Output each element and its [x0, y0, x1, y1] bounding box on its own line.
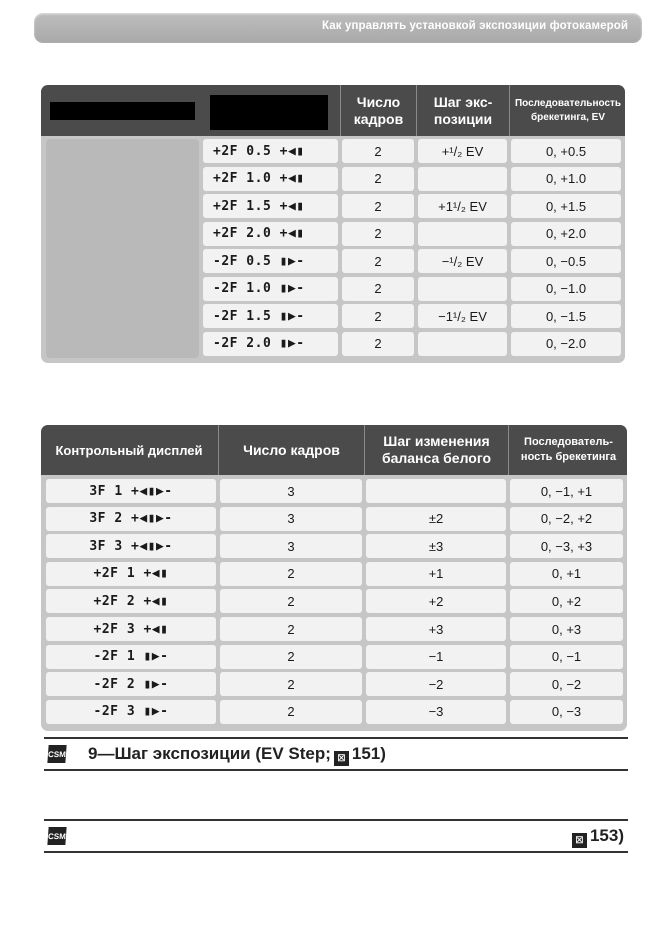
- blank-panel: [46, 139, 199, 358]
- step-cell: −3: [366, 700, 506, 724]
- redacted-block: [210, 95, 328, 130]
- frames-cell: 2: [220, 645, 362, 669]
- step-cell: [418, 167, 507, 191]
- sequence-cell: 0, −1: [510, 645, 623, 669]
- frames-cell: 2: [342, 222, 414, 246]
- header-frames: Число кадров: [218, 425, 364, 475]
- display-cell: -2F 2.0 ▮▶-: [203, 332, 338, 356]
- header-sequence: Последовательность брекетинга, EV: [509, 85, 625, 136]
- display-cell: +2F 1.0 +◀▮: [203, 167, 338, 191]
- white-balance-bracketing-table: [41, 425, 627, 731]
- frames-cell: 2: [342, 249, 414, 273]
- table-header: [41, 425, 627, 475]
- redacted-block: [50, 102, 195, 120]
- display-cell: 3F 3 +◀▮▶-: [46, 534, 216, 558]
- display-cell: 3F 2 +◀▮▶-: [46, 507, 216, 531]
- frames-cell: 2: [220, 700, 362, 724]
- table-header: [41, 85, 625, 136]
- step-cell: [418, 332, 507, 356]
- step-cell: +¹/₂ EV: [418, 139, 507, 163]
- sequence-cell: 0, +1.5: [511, 194, 621, 218]
- section-title-text: 9—Шаг экспозиции (EV Step;: [88, 744, 331, 763]
- sequence-cell: 0, −1.0: [511, 277, 621, 301]
- step-cell: −1: [366, 645, 506, 669]
- display-cell: +2F 1.5 +◀▮: [203, 194, 338, 218]
- header-sequence: Последователь- ность брекетинга: [508, 425, 627, 475]
- sequence-cell: 0, +2.0: [511, 222, 621, 246]
- step-cell: −2: [366, 672, 506, 696]
- header-display: Контрольный дисплей: [55, 442, 203, 458]
- sequence-cell: 0, +2: [510, 589, 623, 613]
- page-ref-icon: ☒: [572, 833, 587, 848]
- frames-cell: 2: [342, 277, 414, 301]
- display-cell: +2F 2 +◀▮: [46, 589, 216, 613]
- step-cell: −1¹/₂ EV: [418, 304, 507, 328]
- bracketing-ev-table: [41, 85, 625, 363]
- display-cell: -2F 1 ▮▶-: [46, 645, 216, 669]
- section-ev-step: [44, 737, 628, 771]
- header-frames: Число кадров: [340, 85, 416, 136]
- sequence-cell: 0, −1, +1: [510, 479, 623, 503]
- csm-icon: CSM: [47, 745, 66, 763]
- display-cell: +2F 0.5 +◀▮: [203, 139, 338, 163]
- frames-cell: 2: [220, 562, 362, 586]
- page-ref-number: 151): [351, 744, 386, 763]
- display-cell: -2F 1.0 ▮▶-: [203, 277, 338, 301]
- sequence-cell: 0, −0.5: [511, 249, 621, 273]
- display-cell: -2F 3 ▮▶-: [46, 700, 216, 724]
- display-cell: +2F 1 +◀▮: [46, 562, 216, 586]
- step-cell: +3: [366, 617, 506, 641]
- frames-cell: 2: [220, 672, 362, 696]
- frames-cell: 3: [220, 534, 362, 558]
- sequence-cell: 0, +1: [510, 562, 623, 586]
- frames-cell: 2: [342, 332, 414, 356]
- section-next: [44, 819, 628, 853]
- step-cell: [418, 277, 507, 301]
- frames-cell: 3: [220, 507, 362, 531]
- step-cell: [418, 222, 507, 246]
- sequence-cell: 0, −2.0: [511, 332, 621, 356]
- step-cell: ±2: [366, 507, 506, 531]
- display-cell: -2F 2 ▮▶-: [46, 672, 216, 696]
- step-cell: +1: [366, 562, 506, 586]
- step-cell: −¹/₂ EV: [418, 249, 507, 273]
- sequence-cell: 0, −3, +3: [510, 534, 623, 558]
- page-header-bar: [34, 13, 642, 43]
- frames-cell: 2: [342, 139, 414, 163]
- display-cell: -2F 1.5 ▮▶-: [203, 304, 338, 328]
- display-cell: -2F 0.5 ▮▶-: [203, 249, 338, 273]
- frames-cell: 2: [220, 589, 362, 613]
- sequence-cell: 0, −2: [510, 672, 623, 696]
- page-ref: [569, 826, 624, 848]
- frames-cell: 3: [220, 479, 362, 503]
- section-title: [88, 744, 386, 766]
- sequence-cell: 0, +0.5: [511, 139, 621, 163]
- sequence-cell: 0, +1.0: [511, 167, 621, 191]
- step-cell: ±3: [366, 534, 506, 558]
- sequence-cell: 0, +3: [510, 617, 623, 641]
- frames-cell: 2: [342, 304, 414, 328]
- display-cell: +2F 3 +◀▮: [46, 617, 216, 641]
- page-header-title: Как управлять установкой экспозиции фотокамерой: [322, 20, 628, 32]
- frames-cell: 2: [342, 167, 414, 191]
- page-ref-number: 153): [589, 826, 624, 845]
- step-cell: [366, 479, 506, 503]
- step-cell: +1¹/₂ EV: [418, 194, 507, 218]
- sequence-cell: 0, −2, +2: [510, 507, 623, 531]
- frames-cell: 2: [342, 194, 414, 218]
- sequence-cell: 0, −3: [510, 700, 623, 724]
- frames-cell: 2: [220, 617, 362, 641]
- page-ref-icon: ☒: [334, 751, 349, 766]
- sequence-cell: 0, −1.5: [511, 304, 621, 328]
- step-cell: +2: [366, 589, 506, 613]
- header-step: Шаг экс- позиции: [416, 85, 509, 136]
- header-step: Шаг изменения баланса белого: [364, 425, 508, 475]
- display-cell: +2F 2.0 +◀▮: [203, 222, 338, 246]
- csm-icon: CSM: [47, 827, 66, 845]
- display-cell: 3F 1 +◀▮▶-: [46, 479, 216, 503]
